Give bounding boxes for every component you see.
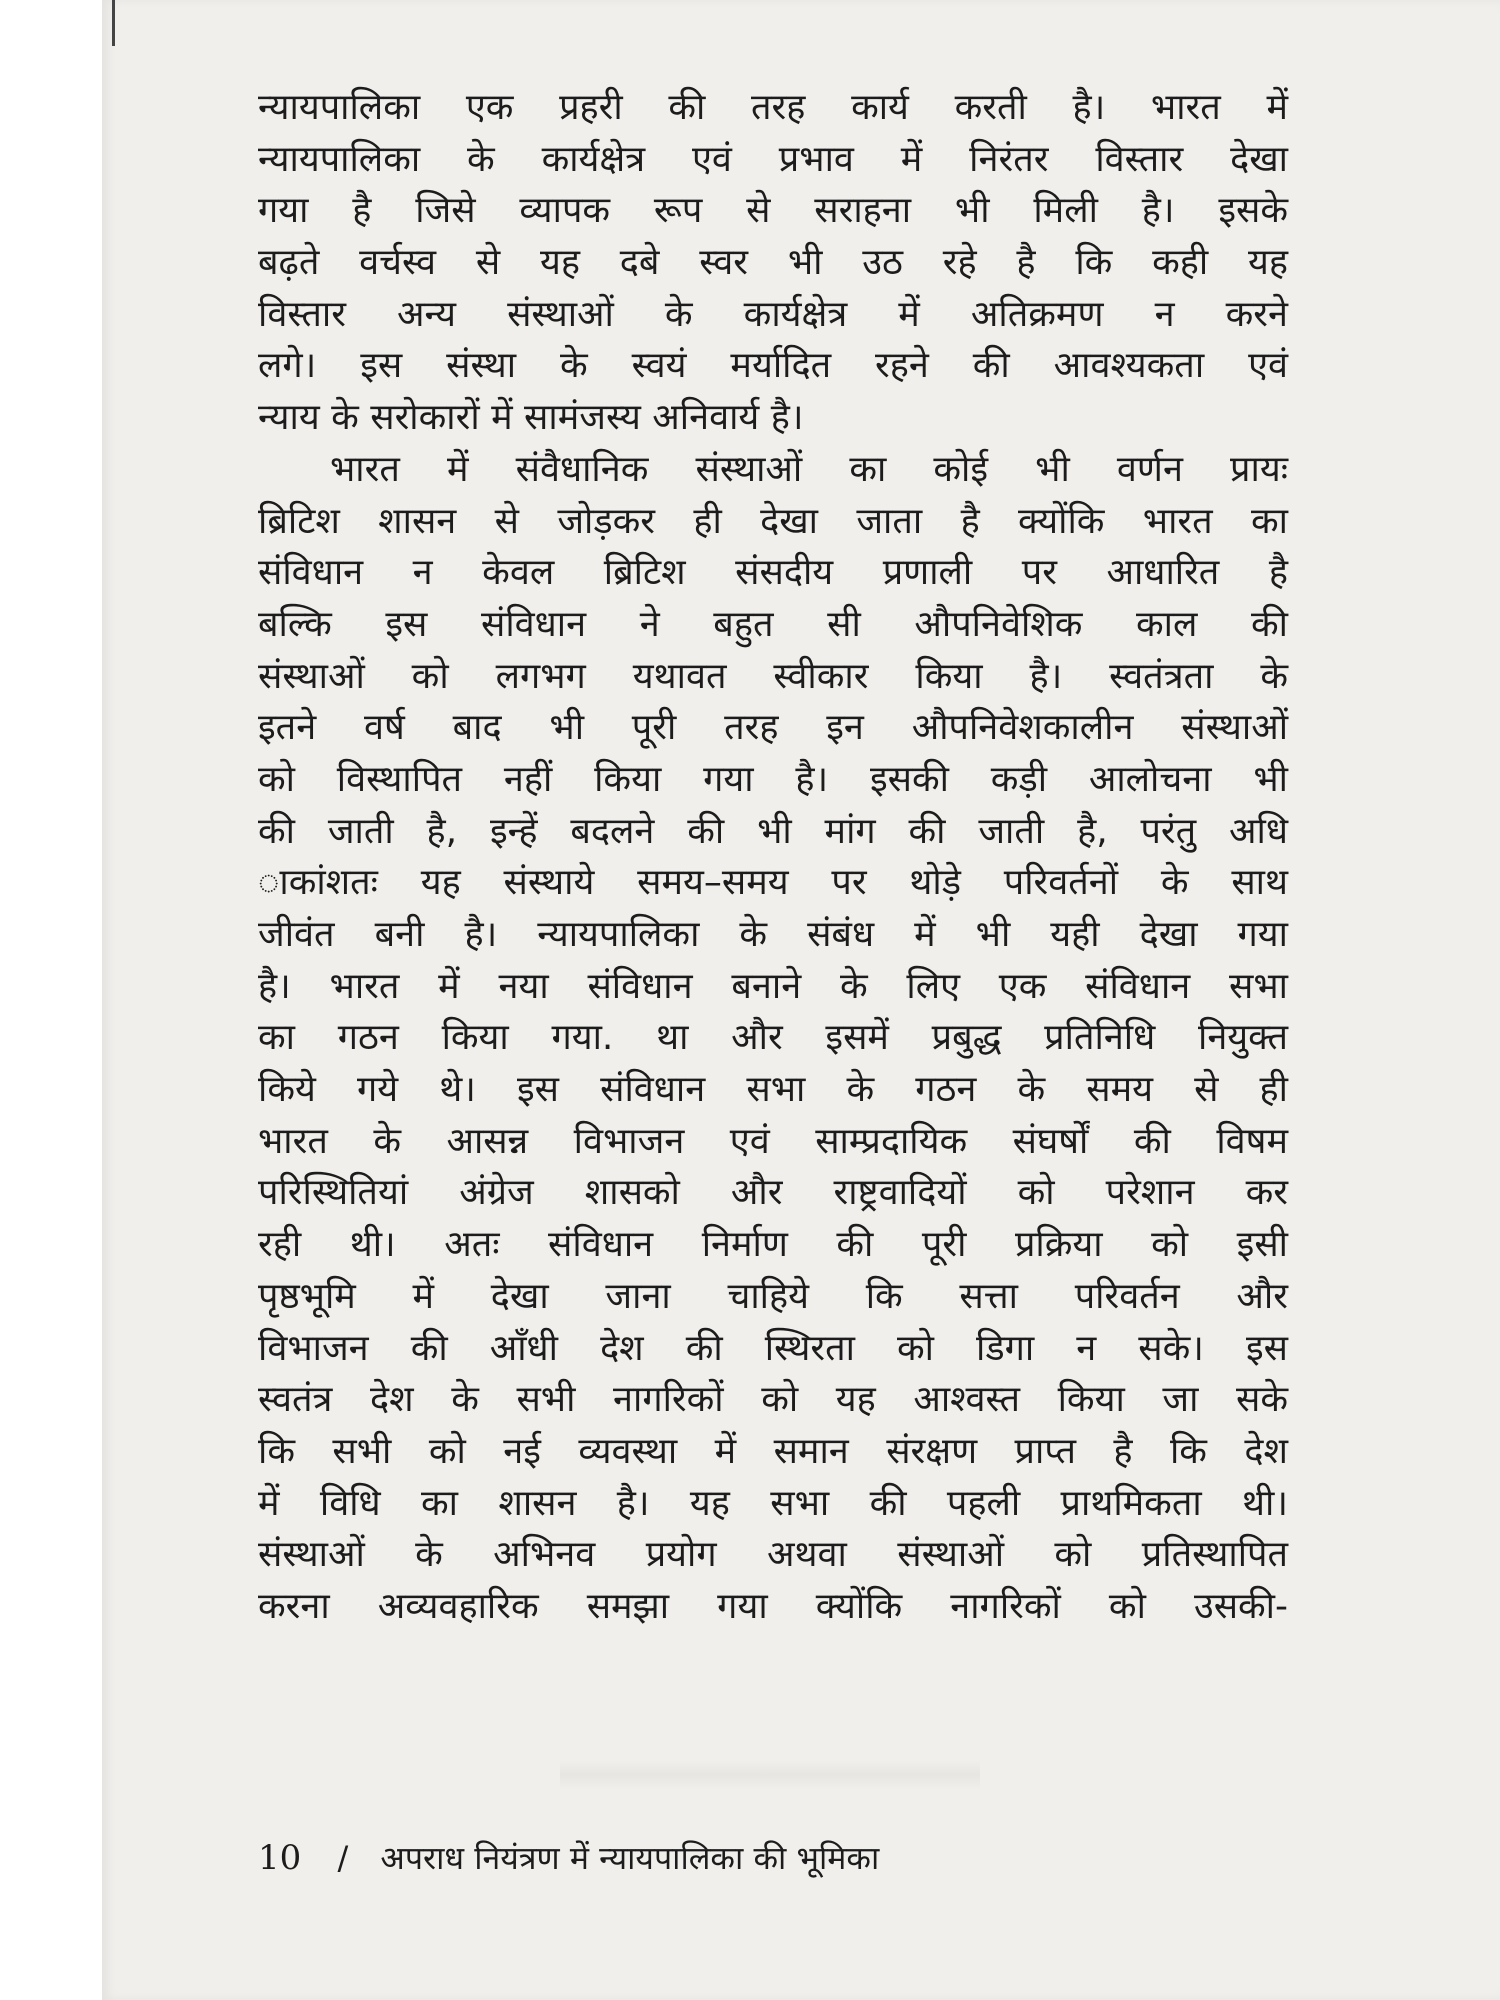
text-line: संस्थाओं के अभिनव प्रयोग अथवा संस्थाओं को प्रतिस्थापित [258, 1534, 1288, 1576]
text-line: न्यायपालिका एक प्रहरी की तरह कार्य करती है। भारत में [258, 87, 1288, 128]
text-line: जीवंत बनी है। न्यायपालिका के संबंध में भी यही देखा गया [258, 914, 1288, 955]
show-through [560, 1760, 980, 1790]
text-line: का गठन किया गया. था और इसमें प्रबुद्ध प्रतिनिधि नियुक्त [258, 1017, 1288, 1059]
page-number: 10 [258, 1838, 302, 1878]
text-line: रही थी। अतः संविधान निर्माण की पूरी प्रक्रिया को इसी [258, 1224, 1288, 1266]
text-line: है। भारत में नया संविधान बनाने के लिए एक संविधान सभा [258, 965, 1288, 1007]
paragraph-start-line: भारत में संवैधानिक संस्थाओं का कोई भी वर्णन प्रायः [330, 448, 1288, 490]
text-line: विस्तार अन्य संस्थाओं के कार्यक्षेत्र में अतिक्रमण न करने [258, 293, 1288, 335]
text-line: संविधान न केवल ब्रिटिश संसदीय प्रणाली पर आधारित है [258, 552, 1288, 594]
text-line: इतने वर्ष बाद भी पूरी तरह इन औपनिवेशकालीन संस्थाओं [258, 707, 1288, 749]
page-footer [258, 1836, 1288, 1879]
text-line: बढ़ते वर्चस्व से यह दबे स्वर भी उठ रहे है कि कही यह [258, 242, 1288, 284]
text-line: न्याय के सरोकारों में सामंजस्य अनिवार्य है। [258, 397, 804, 439]
text-line: कि सभी को नई व्यवस्था में समान संरक्षण प्राप्त है कि देश [258, 1430, 1288, 1472]
text-line: बल्कि इस संविधान ने बहुत सी औपनिवेशिक काल की [258, 603, 1288, 645]
text-line: किये गये थे। इस संविधान सभा के गठन के समय से ही [258, 1069, 1288, 1111]
footer-separator: / [337, 1839, 349, 1877]
text-line: संस्थाओं को लगभग यथावत स्वीकार किया है। स्वतंत्रता के [258, 655, 1288, 697]
text-line: स्वतंत्र देश के सभी नागरिकों को यह आश्वस्त किया जा सके [258, 1379, 1288, 1421]
text-line: में विधि का शासन है। यह सभा की पहली प्राथमिकता थी। [258, 1482, 1288, 1524]
text-line: भारत के आसन्न विभाजन एवं साम्प्रदायिक संघर्षों की विषम [258, 1120, 1288, 1162]
text-line: को विस्थापित नहीं किया गया है। इसकी कड़ी आलोचना भी [258, 758, 1288, 800]
scan-mark [112, 0, 115, 46]
text-line: परिस्थितियां अंग्रेज शासको और राष्ट्रवादियों को परेशान कर [258, 1172, 1288, 1214]
text-line: ाकांशतः यह संस्थाये समय–समय पर थोड़े परिवर्तनों के साथ [258, 862, 1288, 904]
text-line: की जाती है, इन्हें बदलने की भी मांग की जाती है, परंतु अधि [258, 810, 1288, 852]
text-line: विभाजन की आँधी देश की स्थिरता को डिगा न सके। इस [258, 1327, 1288, 1369]
text-line: लगे। इस संस्था के स्वयं मर्यादित रहने की आवश्यकता एवं [258, 345, 1288, 387]
text-line: न्यायपालिका के कार्यक्षेत्र एवं प्रभाव में निरंतर विस्तार देखा [258, 138, 1288, 180]
text-line: करना अव्यवहारिक समझा गया क्योंकि नागरिकों को उसकी- [258, 1585, 1288, 1627]
text-line: ब्रिटिश शासन से जोड़कर ही देखा जाता है क्योंकि भारत का [258, 500, 1288, 542]
body-text [258, 82, 1288, 1633]
text-line: गया है जिसे व्यापक रूप से सराहना भी मिली है। इसके [258, 190, 1288, 232]
text-line: पृष्ठभूमि में देखा जाना चाहिये कि सत्ता परिवर्तन और [258, 1275, 1288, 1317]
running-title: अपराध नियंत्रण में न्यायपालिका की भूमिका [380, 1839, 880, 1877]
